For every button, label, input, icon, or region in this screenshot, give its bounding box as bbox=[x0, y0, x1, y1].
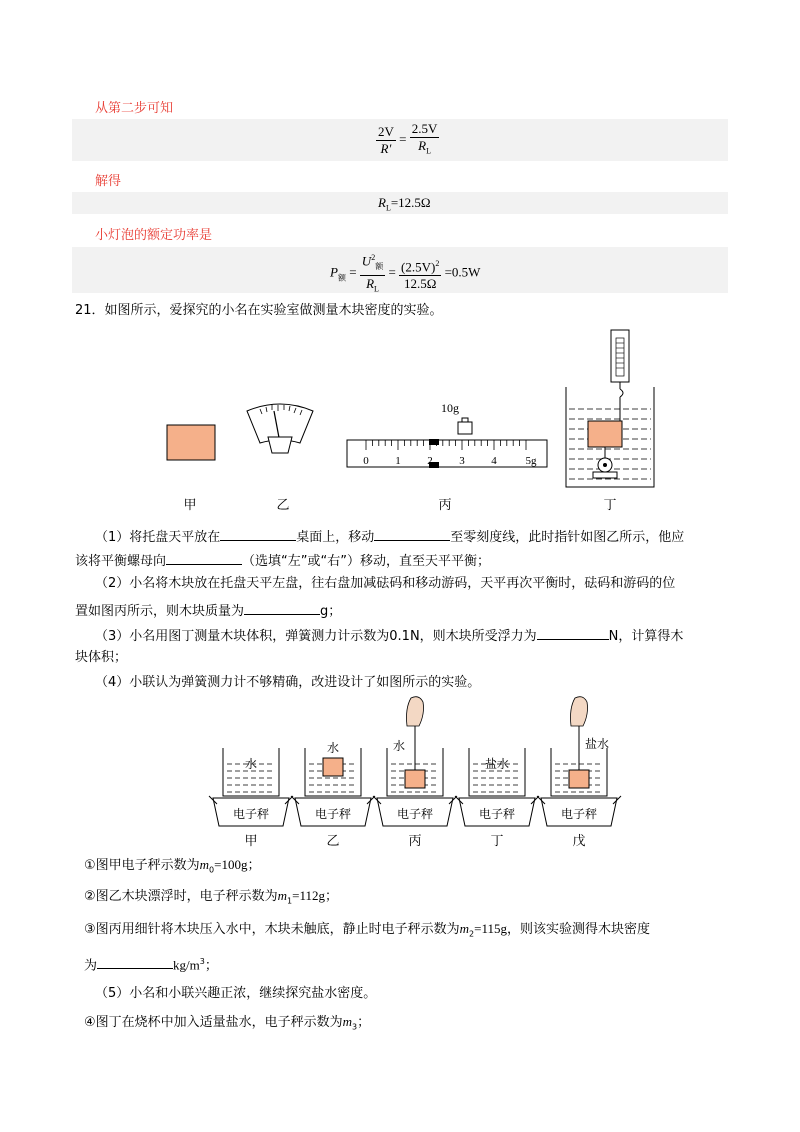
caption: 乙 bbox=[326, 833, 340, 848]
q-part4: （4）小联认为弹簧测力计不够精确，改进设计了如图所示的实验。 bbox=[95, 675, 481, 690]
q-part3-line1: （3）小名用图丁测量木块体积，弹簧测力计示数为0.1N，则木块所受浮力为 N，计算得木 bbox=[95, 625, 683, 645]
liquid-label: 水 bbox=[244, 757, 258, 771]
step-heading-rated-power: 小灯泡的额定功率是 bbox=[95, 228, 213, 243]
weight-and-scale-bing bbox=[347, 401, 547, 468]
question-stem: 21．如图所示，爱探究的小名在实验室做测量木块密度的实验。 bbox=[75, 303, 443, 318]
beaker-setup-4 bbox=[455, 748, 539, 848]
step-3-line1: ③图丙用细针将木块压入水中，木块未触底，静止时电子秤示数为$m_2=115g$，则该实验测得木块密度 bbox=[84, 921, 651, 939]
wood-block bbox=[323, 758, 343, 776]
step-heading-from-step2: 从第二步可知 bbox=[95, 101, 174, 116]
svg-text:4: 4 bbox=[491, 455, 497, 467]
scale-label: 电子秤 bbox=[314, 807, 352, 821]
svg-text:3: 3 bbox=[459, 455, 465, 467]
hand-icon bbox=[407, 697, 424, 726]
balance-pointer-dial-yi bbox=[247, 404, 313, 453]
formula-3: $P_额$ = $\frac{U^2_额}{R_L}$ = $\frac{(2.5V)^2}{12.5\Omega}$ =0.5W bbox=[330, 250, 480, 298]
beaker-setup-1 bbox=[209, 748, 293, 848]
formula-2: $R_L=12.5\Omega$ bbox=[378, 195, 431, 213]
scale-label: 电子秤 bbox=[560, 807, 598, 821]
step-3-line2: 为 $kg/m^3$； bbox=[84, 954, 218, 974]
liquid-label: 水 bbox=[326, 741, 340, 755]
step-heading-solve: 解得 bbox=[95, 174, 122, 189]
step-2: ②图乙木块漂浮时，电子秤示数为$m_1=112g$； bbox=[84, 888, 338, 906]
liquid-label: 水 bbox=[392, 739, 406, 753]
scale-label: 电子秤 bbox=[478, 807, 516, 821]
q-part2-line1: （2）小名将木块放在托盘天平左盘，往右盘加减砝码和移动游码，天平再次平衡时，砝码和游码的位 bbox=[95, 576, 676, 591]
q-part1-line1: （1）将托盘天平放在 桌面上，移动 至零刻度线，此时指针如图乙所示，他应 bbox=[95, 526, 684, 546]
figure-balance-experiment bbox=[150, 325, 670, 520]
spring-scale-beaker-ding bbox=[566, 330, 654, 487]
caption-jia: 甲 bbox=[183, 497, 197, 512]
svg-text:0: 0 bbox=[363, 455, 369, 467]
svg-text:5g: 5g bbox=[525, 455, 537, 467]
caption-ding: 丁 bbox=[603, 497, 617, 512]
caption: 丙 bbox=[408, 833, 422, 848]
scale-label: 电子秤 bbox=[232, 807, 270, 821]
beaker-setup-3 bbox=[373, 697, 457, 848]
svg-text:2: 2 bbox=[427, 455, 433, 467]
step-1: ①图甲电子秤示数为$m_0=100g$； bbox=[84, 857, 261, 875]
liquid-label: 盐水 bbox=[484, 757, 510, 771]
q-part1-line2: 该将平衡螺母向 （选填“左”或“右”）移动，直至天平平衡； bbox=[75, 550, 490, 570]
q-part2-line2: 置如图丙所示，则木块质量为 g； bbox=[75, 600, 341, 620]
q-part5: （5）小名和小联兴趣正浓，继续探究盐水密度。 bbox=[95, 986, 377, 1001]
figure-electronic-scale-experiment bbox=[205, 690, 625, 850]
beaker-setup-5 bbox=[537, 697, 621, 848]
caption-bing: 丙 bbox=[438, 497, 452, 512]
scale-label: 电子秤 bbox=[396, 807, 434, 821]
caption: 丁 bbox=[490, 833, 504, 848]
caption: 甲 bbox=[244, 833, 258, 848]
caption-yi: 乙 bbox=[276, 497, 290, 512]
wood-block bbox=[569, 770, 589, 788]
beaker-setup-2 bbox=[291, 740, 375, 848]
hand-icon bbox=[571, 697, 588, 726]
caption: 戊 bbox=[572, 833, 586, 848]
formula-1: $\frac{2V}{R'}$ = $\frac{2.5V}{R_L}$ bbox=[378, 121, 438, 156]
step-4: ④图丁在烧杯中加入适量盐水，电子秤示数为$m_3$； bbox=[84, 1014, 371, 1032]
wood-block bbox=[405, 770, 425, 788]
svg-text:10g: 10g bbox=[441, 401, 459, 415]
liquid-label: 盐水 bbox=[584, 737, 610, 751]
svg-text:1: 1 bbox=[395, 455, 401, 467]
wood-block-jia bbox=[167, 425, 215, 460]
q-part3-line2: 块体积； bbox=[75, 650, 128, 665]
